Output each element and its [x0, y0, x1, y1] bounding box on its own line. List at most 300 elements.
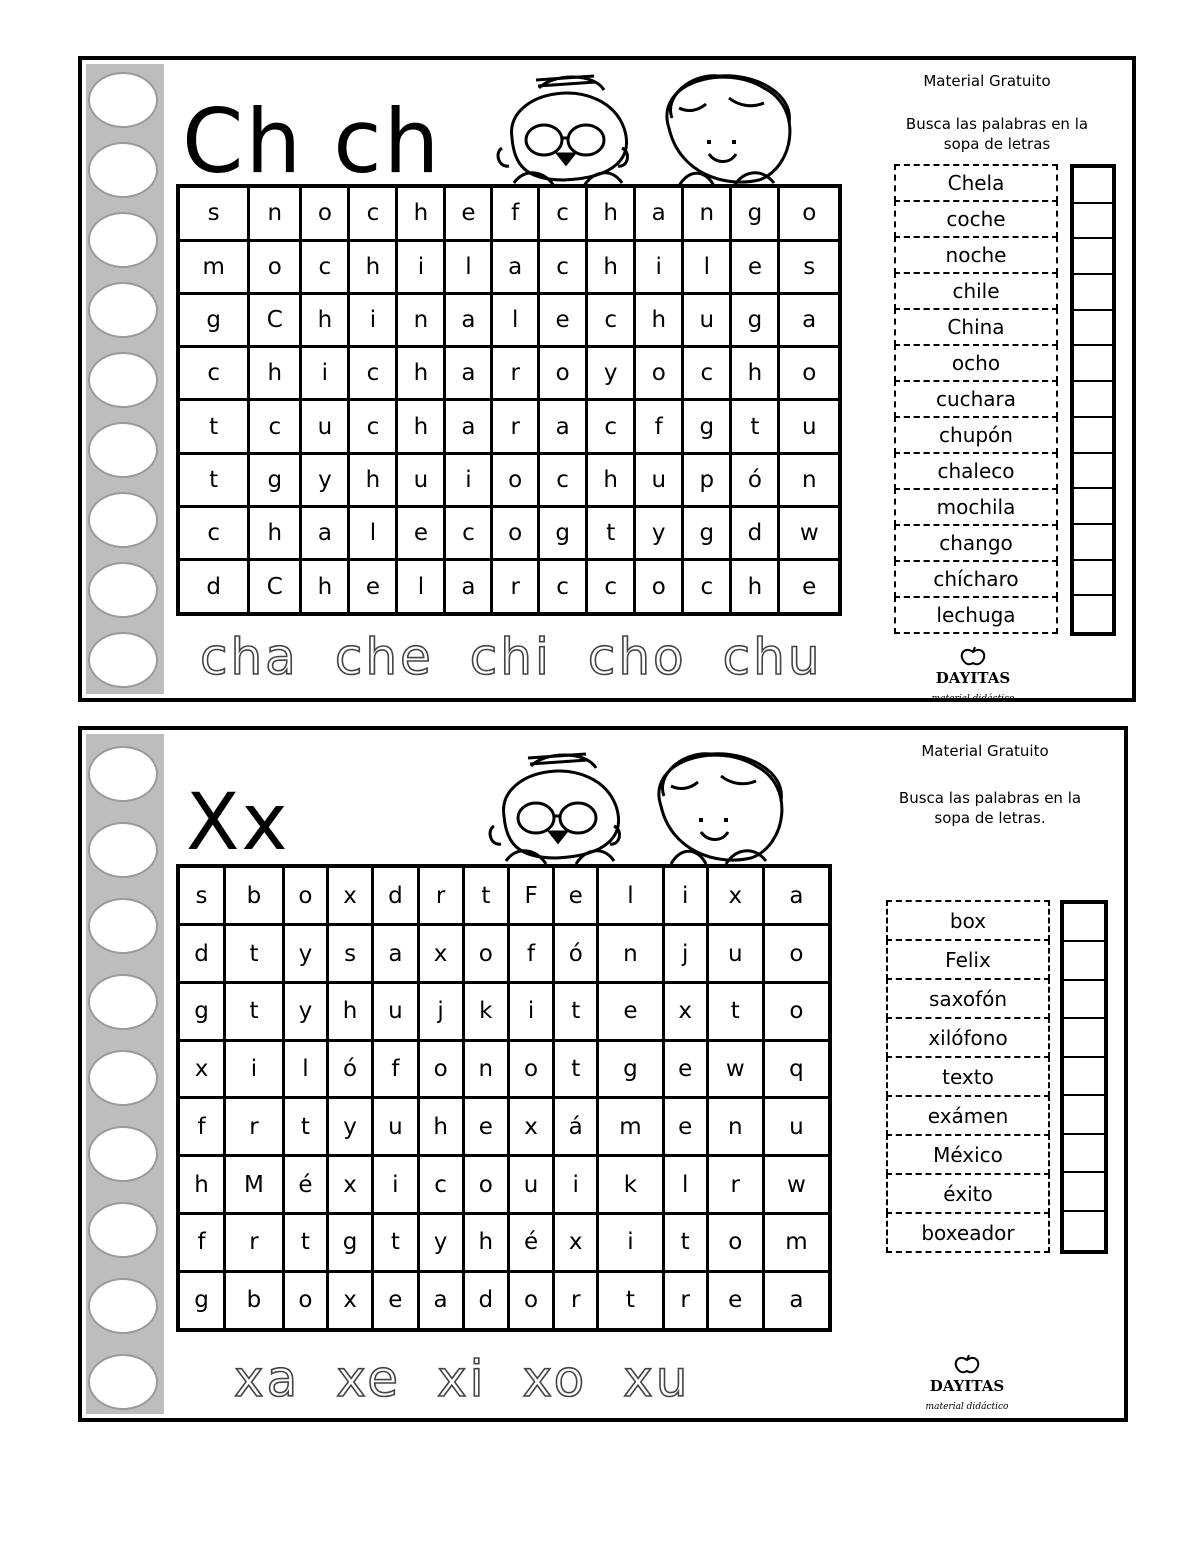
grid-cell: a [763, 1271, 830, 1330]
letter-title: Xx [186, 778, 290, 868]
grid-row [178, 560, 840, 614]
grid-cell: h [397, 186, 445, 240]
word-list-item: chupón [894, 416, 1058, 454]
word-list-item: ocho [894, 344, 1058, 382]
grid-cell: x [663, 982, 707, 1040]
tracing-syllable: xa [234, 1350, 301, 1408]
grid-cell: e [663, 1040, 707, 1098]
grid-cell: h [731, 560, 779, 614]
grid-cell: t [587, 507, 635, 560]
grid-cell: c [301, 240, 349, 293]
word-checkbox[interactable] [1074, 454, 1112, 490]
grid-cell: a [779, 293, 840, 346]
grid-cell: ó [731, 453, 779, 506]
grid-cell: c [349, 400, 397, 453]
word-checkbox[interactable] [1074, 346, 1112, 382]
word-checkbox[interactable] [1074, 489, 1112, 525]
grid-cell: o [301, 186, 349, 240]
word-list-item: box [886, 900, 1050, 941]
grid-cell: x [554, 1213, 598, 1271]
grid-cell: e [445, 186, 492, 240]
word-list-item: lechuga [894, 596, 1058, 634]
word-list-item: chícharo [894, 560, 1058, 598]
grid-cell: ó [327, 1040, 372, 1098]
grid-cell: w [707, 1040, 763, 1098]
grid-cell: o [508, 1040, 553, 1098]
grid-cell: h [349, 453, 397, 506]
word-checkbox[interactable] [1074, 596, 1112, 632]
grid-cell: á [554, 1098, 598, 1156]
grid-cell: n [463, 1040, 508, 1098]
grid-cell: u [373, 982, 418, 1040]
grid-cell: u [763, 1098, 830, 1156]
grid-cell: u [635, 453, 683, 506]
binding-hole [88, 1126, 158, 1182]
word-checkbox[interactable] [1064, 1096, 1104, 1134]
word-list-item: texto [886, 1056, 1050, 1097]
grid-row [178, 293, 840, 346]
grid-cell: l [445, 240, 492, 293]
grid-cell: o [763, 925, 830, 983]
grid-cell: C [249, 560, 301, 614]
grid-cell: x [178, 1040, 225, 1098]
tracing-syllable: che [334, 628, 434, 686]
binding-hole [88, 492, 158, 548]
binding-hole [88, 142, 158, 198]
grid-cell: p [683, 453, 731, 506]
grid-row [178, 1040, 830, 1098]
grid-cell: o [492, 453, 539, 506]
grid-cell: o [779, 347, 840, 400]
binding-hole [88, 72, 158, 128]
grid-cell: c [539, 453, 587, 506]
tracing-syllable: cho [587, 628, 687, 686]
grid-cell: x [327, 1156, 372, 1214]
grid-cell: F [508, 866, 553, 925]
grid-row [178, 1156, 830, 1214]
grid-cell: t [554, 982, 598, 1040]
tracing-syllable: xu [623, 1350, 691, 1408]
worksheet-ch [78, 56, 1136, 702]
grid-cell: n [779, 453, 840, 506]
grid-cell: h [249, 507, 301, 560]
grid-row [178, 925, 830, 983]
grid-cell: e [598, 982, 663, 1040]
grid-cell: x [327, 866, 372, 925]
grid-cell: t [178, 400, 249, 453]
word-list-item: México [886, 1134, 1050, 1175]
word-list [886, 902, 1050, 1253]
grid-cell: g [598, 1040, 663, 1098]
grid-cell: g [731, 293, 779, 346]
grid-cell: r [492, 347, 539, 400]
word-list-item: saxofón [886, 978, 1050, 1019]
tracing-syllables [200, 628, 859, 686]
grid-cell: o [418, 1040, 463, 1098]
grid-cell: g [539, 507, 587, 560]
binding-hole [88, 898, 158, 954]
grid-cell: l [598, 866, 663, 925]
grid-row [178, 186, 840, 240]
grid-cell: h [587, 240, 635, 293]
grid-cell: é [508, 1213, 553, 1271]
grid-cell: y [283, 982, 327, 1040]
checkbox-column [1070, 164, 1116, 636]
grid-cell: i [349, 293, 397, 346]
grid-cell: y [635, 507, 683, 560]
word-checkbox[interactable] [1074, 239, 1112, 275]
grid-cell: o [635, 560, 683, 614]
grid-cell: g [178, 982, 225, 1040]
grid-cell: h [397, 347, 445, 400]
grid-cell: h [327, 982, 372, 1040]
word-list-item: coche [894, 200, 1058, 238]
grid-cell: a [763, 866, 830, 925]
grid-cell: x [327, 1271, 372, 1330]
tracing-syllables [234, 1350, 726, 1408]
grid-cell: s [779, 240, 840, 293]
grid-cell: j [663, 925, 707, 983]
grid-cell: c [539, 560, 587, 614]
grid-cell: m [598, 1098, 663, 1156]
grid-cell: d [731, 507, 779, 560]
grid-cell: h [418, 1098, 463, 1156]
grid-cell: m [763, 1213, 830, 1271]
grid-cell: o [492, 507, 539, 560]
grid-cell: o [763, 982, 830, 1040]
grid-cell: c [349, 347, 397, 400]
grid-cell: u [301, 400, 349, 453]
grid-cell: h [635, 293, 683, 346]
tracing-syllable: xo [522, 1350, 588, 1408]
brand-logo [918, 646, 1028, 705]
grid-cell: M [225, 1156, 284, 1214]
grid-cell: a [418, 1271, 463, 1330]
binding-hole [88, 1278, 158, 1334]
grid-cell: i [508, 982, 553, 1040]
grid-cell: e [349, 560, 397, 614]
word-search-grid [176, 864, 832, 1332]
grid-row [178, 453, 840, 506]
grid-cell: u [707, 925, 763, 983]
grid-cell: é [283, 1156, 327, 1214]
grid-cell: g [178, 293, 249, 346]
grid-cell: g [731, 186, 779, 240]
grid-cell: t [731, 400, 779, 453]
binding-hole [88, 1354, 158, 1410]
grid-cell: c [178, 347, 249, 400]
grid-cell: n [598, 925, 663, 983]
binding-hole [88, 422, 158, 478]
grid-cell: t [707, 982, 763, 1040]
tracing-syllable: chu [722, 628, 823, 686]
grid-cell: f [635, 400, 683, 453]
word-checkbox[interactable] [1064, 981, 1104, 1019]
grid-cell: f [178, 1098, 225, 1156]
grid-cell: h [587, 453, 635, 506]
binding-hole [88, 1202, 158, 1258]
grid-row [178, 240, 840, 293]
instructions: Busca las palabras en la sopa de letras. [898, 789, 1082, 827]
grid-cell: h [249, 347, 301, 400]
grid-cell: d [373, 866, 418, 925]
free-material-label: Material Gratuito [921, 742, 1049, 760]
grid-row [178, 400, 840, 453]
word-checkbox[interactable] [1064, 942, 1104, 980]
grid-cell: e [554, 866, 598, 925]
grid-cell: c [539, 186, 587, 240]
word-checkbox[interactable] [1064, 1058, 1104, 1096]
grid-cell: r [663, 1271, 707, 1330]
grid-cell: g [683, 400, 731, 453]
grid-cell: t [283, 1098, 327, 1156]
grid-cell: l [349, 507, 397, 560]
grid-cell: c [683, 560, 731, 614]
grid-cell: l [283, 1040, 327, 1098]
grid-row [178, 347, 840, 400]
grid-cell: l [683, 240, 731, 293]
word-checkbox[interactable] [1064, 904, 1104, 942]
grid-cell: o [249, 240, 301, 293]
grid-cell: t [178, 453, 249, 506]
word-checkbox[interactable] [1074, 382, 1112, 418]
grid-cell: i [373, 1156, 418, 1214]
grid-cell: a [301, 507, 349, 560]
grid-cell: e [397, 507, 445, 560]
word-checkbox[interactable] [1064, 1212, 1104, 1250]
grid-cell: r [225, 1098, 284, 1156]
word-list-item: chaleco [894, 452, 1058, 490]
grid-cell: y [301, 453, 349, 506]
brand-logo [912, 1354, 1022, 1413]
grid-cell: l [663, 1156, 707, 1214]
grid-cell: x [418, 925, 463, 983]
grid-cell: c [587, 400, 635, 453]
grid-cell: h [301, 293, 349, 346]
grid-row [178, 1213, 830, 1271]
tracing-syllable: xi [437, 1350, 487, 1408]
grid-cell: c [445, 507, 492, 560]
grid-cell: t [554, 1040, 598, 1098]
grid-cell: i [598, 1213, 663, 1271]
tracing-syllable: chi [469, 628, 552, 686]
grid-cell: c [587, 560, 635, 614]
checkbox-column [1060, 900, 1108, 1254]
grid-cell: r [418, 866, 463, 925]
grid-cell: k [463, 982, 508, 1040]
worksheet-x [78, 726, 1128, 1422]
grid-cell: h [731, 347, 779, 400]
grid-cell: b [225, 866, 284, 925]
word-checkbox[interactable] [1064, 1173, 1104, 1211]
binding-hole [88, 282, 158, 338]
word-list-item: mochila [894, 488, 1058, 526]
word-checkbox[interactable] [1074, 561, 1112, 597]
word-checkbox[interactable] [1074, 311, 1112, 347]
grid-cell: s [327, 925, 372, 983]
grid-cell: d [463, 1271, 508, 1330]
brand-name: DAYITAS [935, 669, 1011, 687]
grid-cell: r [225, 1213, 284, 1271]
grid-cell: a [373, 925, 418, 983]
grid-cell: x [707, 866, 763, 925]
binding-hole [88, 632, 158, 688]
grid-cell: i [301, 347, 349, 400]
grid-row [178, 1271, 830, 1330]
grid-cell: n [707, 1098, 763, 1156]
grid-cell: h [397, 400, 445, 453]
grid-row [178, 507, 840, 560]
grid-cell: q [763, 1040, 830, 1098]
word-list-item: China [894, 308, 1058, 346]
instructions: Busca las palabras en la sopa de letras [905, 115, 1089, 153]
word-checkbox[interactable] [1074, 525, 1112, 561]
binding-hole [88, 352, 158, 408]
grid-cell: e [731, 240, 779, 293]
word-list-item: éxito [886, 1173, 1050, 1214]
binding-hole [88, 562, 158, 618]
grid-cell: h [587, 186, 635, 240]
grid-cell: h [178, 1156, 225, 1214]
brand-name: DAYITAS [929, 1377, 1005, 1395]
grid-cell: d [178, 925, 225, 983]
grid-cell: a [445, 400, 492, 453]
grid-cell: y [327, 1098, 372, 1156]
apple-icon [953, 1354, 981, 1374]
word-list-item: cuchara [894, 380, 1058, 418]
word-list-item: boxeador [886, 1212, 1050, 1253]
grid-cell: t [225, 925, 284, 983]
binding-hole [88, 212, 158, 268]
grid-cell: a [445, 347, 492, 400]
grid-cell: g [327, 1213, 372, 1271]
grid-row [178, 1098, 830, 1156]
grid-cell: t [373, 1213, 418, 1271]
grid-cell: t [463, 866, 508, 925]
grid-cell: g [249, 453, 301, 506]
tracing-syllable: xe [336, 1350, 402, 1408]
grid-cell: c [539, 240, 587, 293]
word-checkbox[interactable] [1074, 275, 1112, 311]
grid-cell: k [598, 1156, 663, 1214]
grid-cell: i [397, 240, 445, 293]
grid-cell: g [178, 1271, 225, 1330]
word-checkbox[interactable] [1074, 418, 1112, 454]
binding-hole [88, 746, 158, 802]
grid-cell: f [492, 186, 539, 240]
grid-cell: y [283, 925, 327, 983]
grid-cell: h [463, 1213, 508, 1271]
grid-cell: o [283, 1271, 327, 1330]
word-checkbox[interactable] [1064, 1019, 1104, 1057]
grid-cell: t [598, 1271, 663, 1330]
grid-cell: i [445, 453, 492, 506]
grid-row [178, 982, 830, 1040]
grid-cell: b [225, 1271, 284, 1330]
grid-cell: u [683, 293, 731, 346]
grid-cell: r [492, 400, 539, 453]
binding-hole [88, 974, 158, 1030]
grid-cell: o [463, 1156, 508, 1214]
letter-title: Ch ch [182, 90, 442, 193]
grid-cell: w [779, 507, 840, 560]
grid-cell: i [225, 1040, 284, 1098]
grid-cell: e [463, 1098, 508, 1156]
grid-cell: u [779, 400, 840, 453]
word-checkbox[interactable] [1074, 204, 1112, 240]
grid-cell: a [445, 560, 492, 614]
word-list-item: chango [894, 524, 1058, 562]
word-list-item: exámen [886, 1095, 1050, 1136]
grid-cell: l [397, 560, 445, 614]
grid-cell: t [225, 982, 284, 1040]
binding-hole [88, 822, 158, 878]
grid-cell: r [492, 560, 539, 614]
grid-cell: t [663, 1213, 707, 1271]
grid-cell: C [249, 293, 301, 346]
word-checkbox[interactable] [1064, 1135, 1104, 1173]
grid-cell: n [683, 186, 731, 240]
grid-cell: l [492, 293, 539, 346]
grid-cell: f [178, 1213, 225, 1271]
grid-cell: c [683, 347, 731, 400]
word-checkbox[interactable] [1074, 168, 1112, 204]
grid-cell: s [178, 866, 225, 925]
grid-cell: c [587, 293, 635, 346]
grid-cell: u [508, 1156, 553, 1214]
grid-cell: ó [554, 925, 598, 983]
grid-cell: x [508, 1098, 553, 1156]
grid-cell: d [178, 560, 249, 614]
grid-cell: o [508, 1271, 553, 1330]
grid-cell: o [463, 925, 508, 983]
grid-cell: a [492, 240, 539, 293]
grid-cell: o [779, 186, 840, 240]
grid-cell: w [763, 1156, 830, 1214]
grid-cell: m [178, 240, 249, 293]
grid-cell: c [418, 1156, 463, 1214]
grid-cell: f [508, 925, 553, 983]
brand-tagline: material didáctico [925, 1402, 1009, 1412]
grid-cell: a [445, 293, 492, 346]
grid-cell: r [554, 1271, 598, 1330]
grid-cell: o [283, 866, 327, 925]
free-material-label: Material Gratuito [923, 72, 1051, 90]
grid-cell: e [539, 293, 587, 346]
grid-cell: e [707, 1271, 763, 1330]
apple-icon [959, 646, 987, 666]
spiral-binding [86, 64, 164, 694]
word-list-item: noche [894, 236, 1058, 274]
grid-cell: j [418, 982, 463, 1040]
grid-cell: o [635, 347, 683, 400]
grid-cell: o [707, 1213, 763, 1271]
kids-illustration [494, 68, 824, 188]
grid-cell: h [301, 560, 349, 614]
grid-cell: e [779, 560, 840, 614]
grid-row [178, 866, 830, 925]
word-list-item: Chela [894, 164, 1058, 202]
grid-cell: h [349, 240, 397, 293]
grid-cell: n [249, 186, 301, 240]
grid-cell: r [707, 1156, 763, 1214]
brand-tagline: material didáctico [931, 694, 1015, 704]
word-search-grid [176, 184, 842, 616]
grid-cell: c [178, 507, 249, 560]
grid-cell: g [683, 507, 731, 560]
grid-cell: o [539, 347, 587, 400]
grid-cell: i [554, 1156, 598, 1214]
